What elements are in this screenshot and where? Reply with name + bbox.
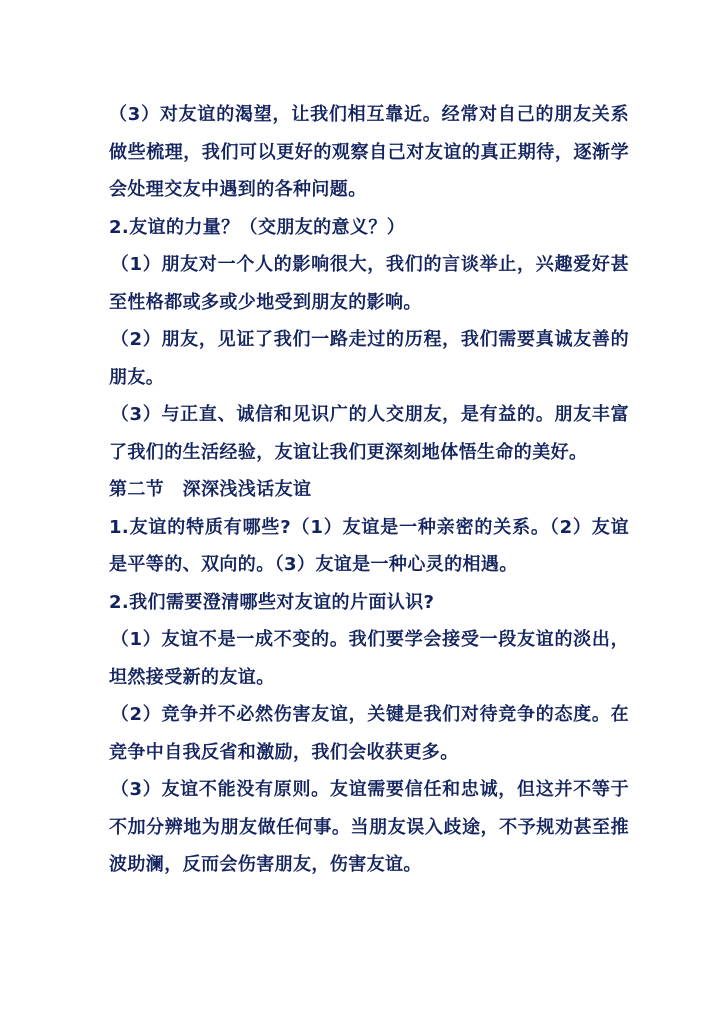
paragraph-friendship-changes: （1）友谊不是一成不变的。我们要学会接受一段友谊的淡出，坦然接受新的友谊。 — [109, 629, 629, 688]
paragraph-beneficial-friends: （3）与正直、诚信和见识广的人交朋友，是有益的。朋友丰富了我们的生活经验，友谊让我们更深刻地体悟生命的美好。 — [109, 404, 629, 463]
section-heading: 第二节 深深浅浅话友谊 — [109, 479, 312, 500]
paragraph-competition: （2）竞争并不必然伤害友谊，关键是我们对待竞争的态度。在竞争中自我反省和激励，我们会收获更多。 — [109, 704, 629, 763]
heading-power-of-friendship: 2.友谊的力量？（交朋友的意义？） — [109, 216, 406, 238]
paragraph-friendship-longing: （3）对友谊的渴望，让我们相互靠近。经常对自己的朋友关系做些梳理，我们可以更好的观察自己对友谊的真正期待，逐渐学会处理交友中遇到的各种问题。 — [109, 104, 629, 200]
paragraph-friendship-traits: 1.友谊的特质有哪些?（1）友谊是一种亲密的关系。（2）友谊是平等的、双向的。（3）友谊是一种心灵的相遇。 — [109, 516, 629, 575]
paragraph-friend-witness: （2）朋友，见证了我们一路走过的历程，我们需要真诚友善的朋友。 — [109, 329, 629, 388]
paragraph-friend-influence: （1）朋友对一个人的影响很大，我们的言谈举止，兴趣爱好甚至性格都或多或少地受到朋友的影响。 — [109, 254, 629, 313]
paragraph-principles: （3）友谊不能没有原则。友谊需要信任和忠诚，但这并不等于不加分辨地为朋友做任何事。当朋友误入歧途，不予规劝甚至推波助澜，反而会伤害朋友，伤害友谊。 — [109, 779, 629, 875]
heading-misconceptions: 2.我们需要澄清哪些对友谊的片面认识? — [109, 591, 435, 613]
document-body — [109, 96, 629, 884]
